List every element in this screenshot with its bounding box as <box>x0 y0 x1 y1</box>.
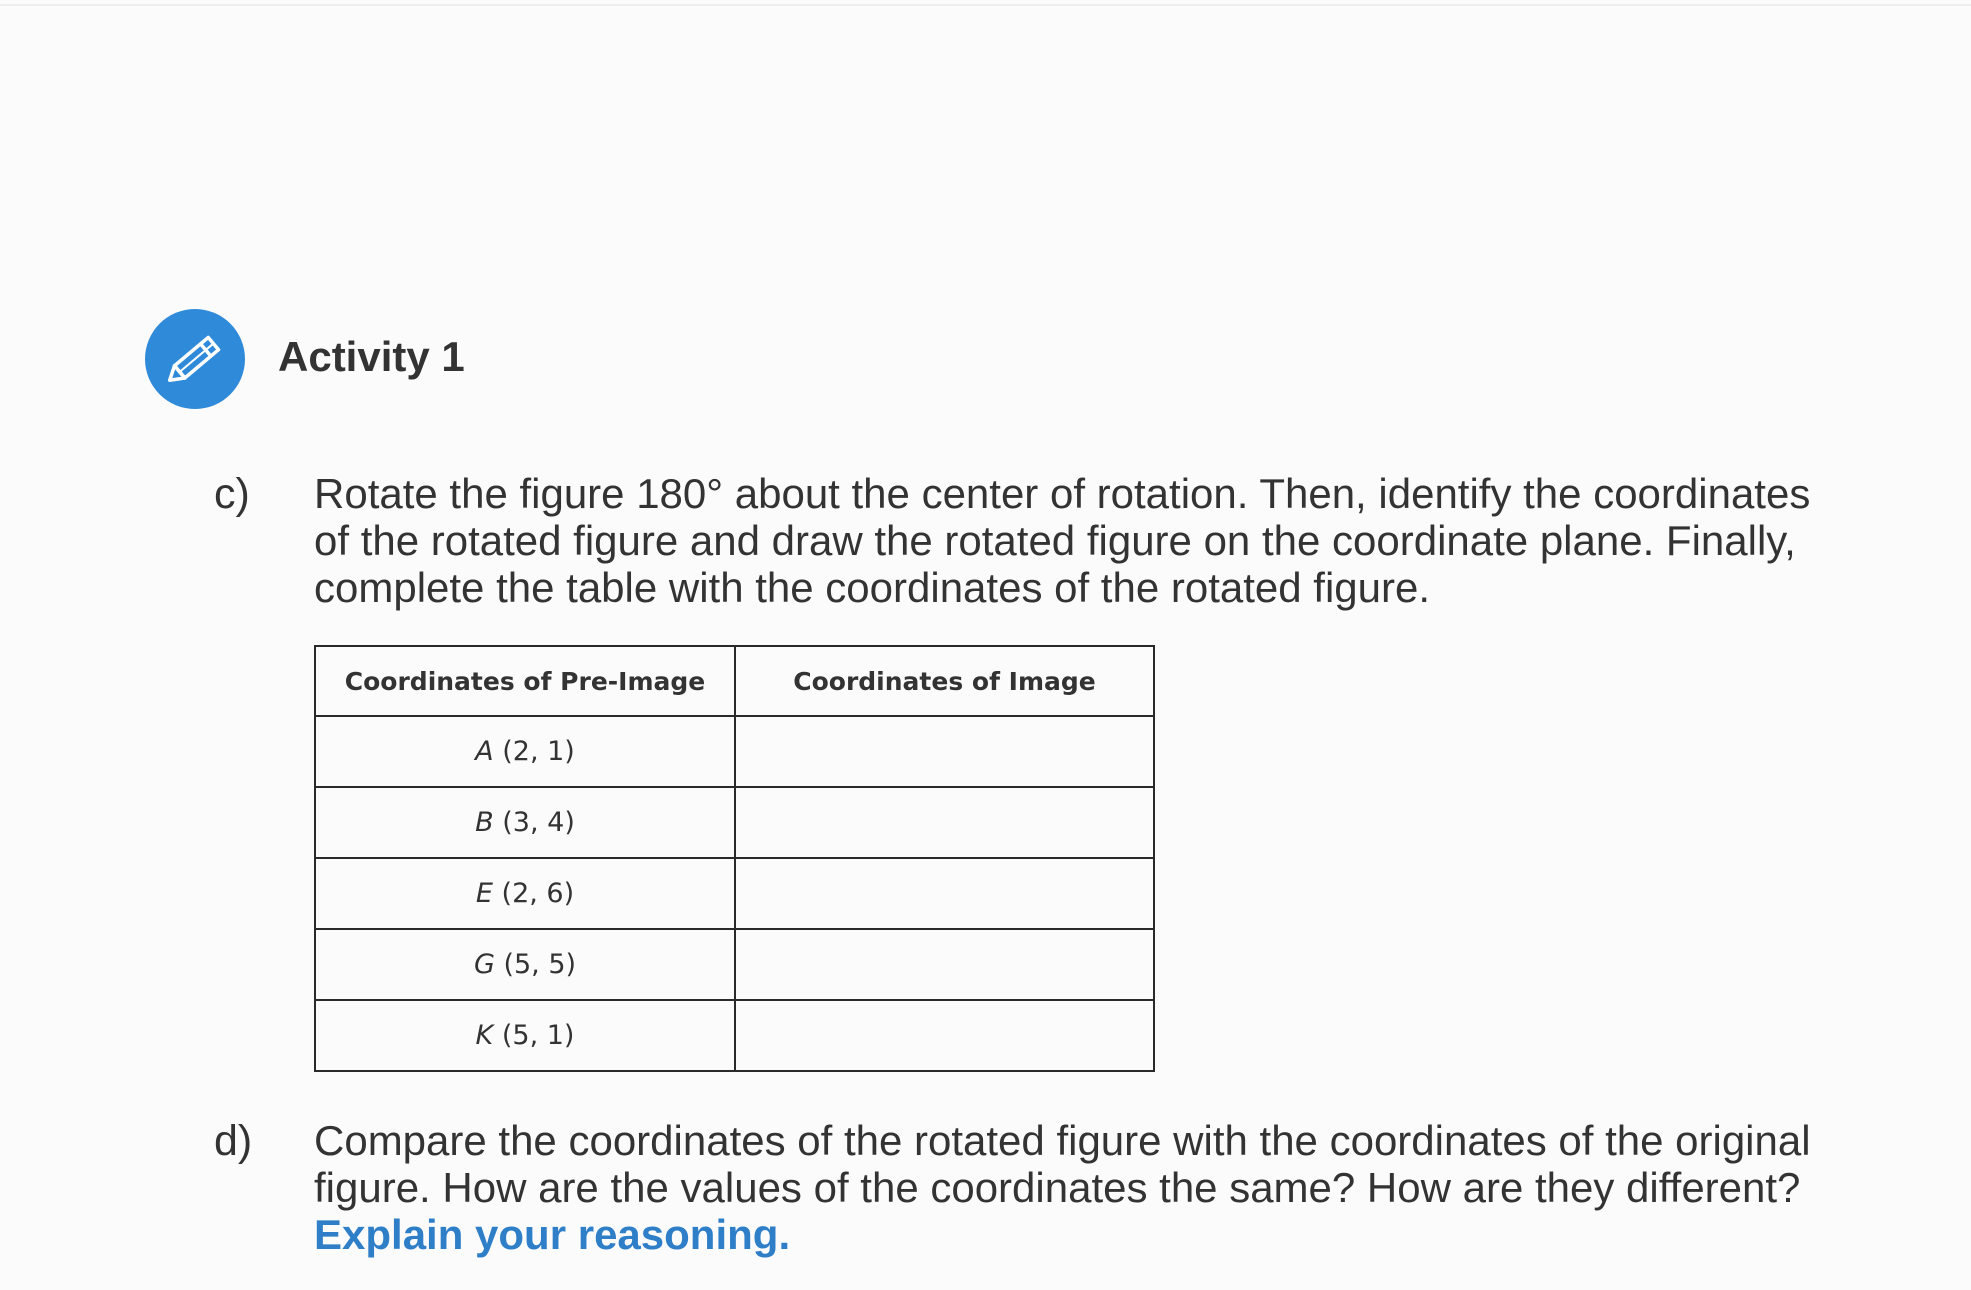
point-coords: (5, 5) <box>503 949 577 980</box>
header-pre-image: Coordinates of Pre-Image <box>315 646 735 716</box>
pre-image-cell <box>315 929 735 1000</box>
part-c-label: c) <box>214 470 250 518</box>
part-d-label: d) <box>214 1117 253 1165</box>
point-label: K <box>475 1020 494 1051</box>
image-answer-cell[interactable] <box>735 929 1154 1000</box>
point-coords: (2, 1) <box>502 736 575 767</box>
image-answer-cell[interactable] <box>735 716 1154 787</box>
point-label: G <box>473 949 495 980</box>
part-d-line-1: Compare the coordinates of the rotated figure with the coordinates of the original <box>314 1117 1811 1164</box>
part-c-line-3: complete the table with the coordinates of the rotated figure. <box>314 564 1431 611</box>
activity-badge <box>145 309 245 409</box>
point-coords: (3, 4) <box>502 807 575 838</box>
point-coords: (2, 6) <box>501 878 575 909</box>
pencil-icon <box>145 309 245 409</box>
point-label: B <box>475 807 494 838</box>
part-c-line-1: Rotate the figure 180° about the center of rotation. Then, identify the coordinates <box>314 470 1811 517</box>
table-row <box>315 1000 1154 1071</box>
activity-title: Activity 1 <box>278 333 465 380</box>
table-row <box>315 929 1154 1000</box>
pre-image-cell <box>315 716 735 787</box>
part-c-instructions <box>314 470 1914 611</box>
top-divider <box>0 4 1971 6</box>
table-row <box>315 716 1154 787</box>
table-row <box>315 858 1154 929</box>
pre-image-cell <box>315 787 735 858</box>
explain-reasoning-prompt: Explain your reasoning. <box>314 1211 791 1258</box>
header-image: Coordinates of Image <box>735 646 1154 716</box>
part-c-line-2: of the rotated figure and draw the rotated figure on the coordinate plane. Finally, <box>314 517 1796 564</box>
point-label: A <box>475 736 494 767</box>
image-answer-cell[interactable] <box>735 787 1154 858</box>
part-d-instructions <box>314 1117 1914 1258</box>
coordinates-table <box>314 645 1155 1072</box>
part-d-line-2: figure. How are the values of the coordinates the same? How are they different? <box>314 1164 1801 1211</box>
point-coords: (5, 1) <box>501 1020 575 1051</box>
point-label: E <box>475 878 493 909</box>
table-row <box>315 787 1154 858</box>
pre-image-cell <box>315 858 735 929</box>
table-header-row <box>315 646 1154 716</box>
pre-image-cell <box>315 1000 735 1071</box>
image-answer-cell[interactable] <box>735 1000 1154 1071</box>
image-answer-cell[interactable] <box>735 858 1154 929</box>
